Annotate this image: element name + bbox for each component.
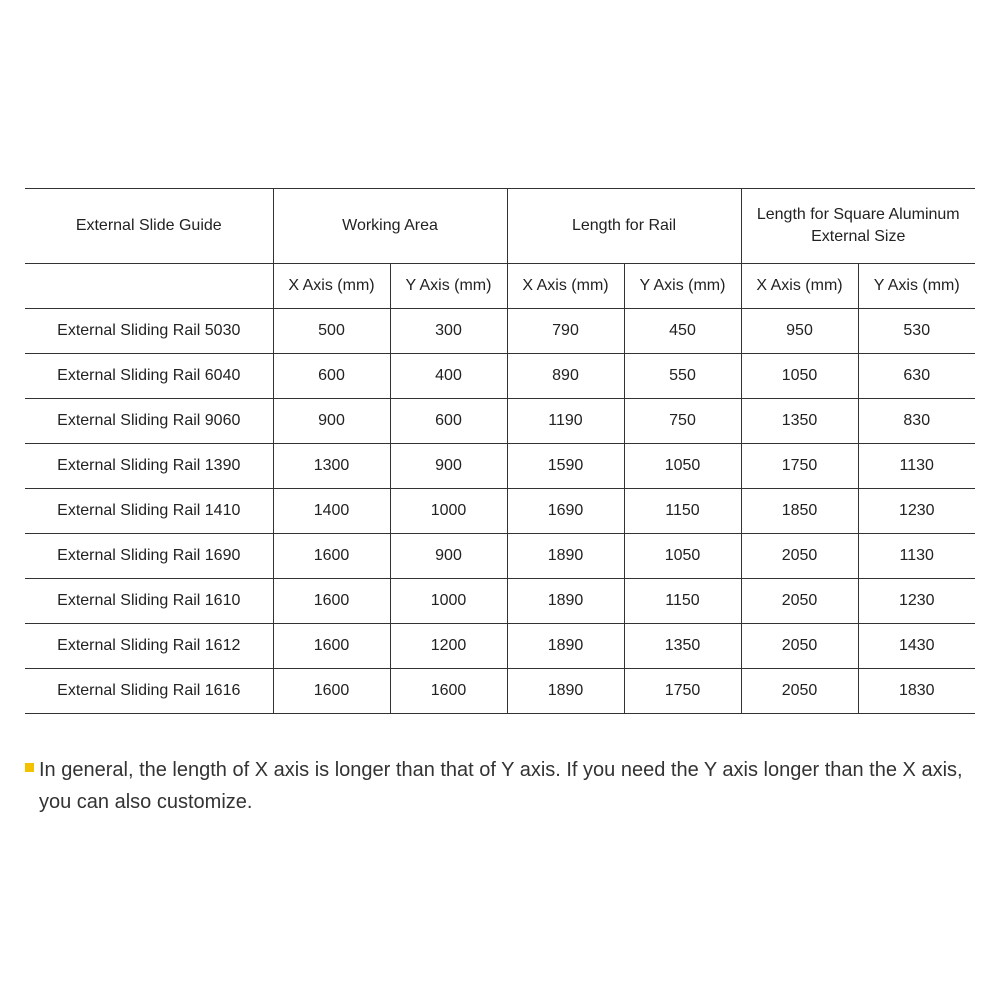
model-name-cell: External Sliding Rail 1610: [25, 579, 273, 624]
model-name-cell: External Sliding Rail 1410: [25, 489, 273, 534]
value-cell: 1000: [390, 579, 507, 624]
value-cell: 1000: [390, 489, 507, 534]
table-row: [25, 309, 975, 354]
value-cell: 1890: [507, 579, 624, 624]
value-cell: 900: [390, 534, 507, 579]
value-cell: 2050: [741, 534, 858, 579]
header-group-row: [25, 189, 975, 264]
table-row: [25, 579, 975, 624]
header-working-area: Working Area: [273, 189, 507, 264]
value-cell: 1350: [741, 399, 858, 444]
value-cell: 790: [507, 309, 624, 354]
value-cell: 1600: [273, 669, 390, 714]
spec-table: [25, 188, 975, 714]
value-cell: 1050: [624, 444, 741, 489]
value-cell: 1430: [858, 624, 975, 669]
model-name-cell: External Sliding Rail 1616: [25, 669, 273, 714]
value-cell: 2050: [741, 624, 858, 669]
table-row: [25, 444, 975, 489]
value-cell: 1600: [273, 624, 390, 669]
value-cell: 1750: [741, 444, 858, 489]
value-cell: 1690: [507, 489, 624, 534]
value-cell: 1600: [273, 534, 390, 579]
model-name-cell: External Sliding Rail 1690: [25, 534, 273, 579]
table-row: [25, 399, 975, 444]
value-cell: 750: [624, 399, 741, 444]
value-cell: 1150: [624, 579, 741, 624]
model-name-cell: External Sliding Rail 9060: [25, 399, 273, 444]
footnote: [25, 754, 975, 818]
value-cell: 1890: [507, 669, 624, 714]
header-sub-y: Y Axis (mm): [390, 264, 507, 309]
value-cell: 1890: [507, 534, 624, 579]
value-cell: 1190: [507, 399, 624, 444]
value-cell: 1230: [858, 579, 975, 624]
header-sub-x: X Axis (mm): [507, 264, 624, 309]
value-cell: 1400: [273, 489, 390, 534]
value-cell: 1130: [858, 534, 975, 579]
value-cell: 1300: [273, 444, 390, 489]
header-square-aluminum-size: Length for Square Aluminum External Size: [741, 189, 975, 264]
header-sub-x: X Axis (mm): [273, 264, 390, 309]
table-row: [25, 669, 975, 714]
value-cell: 1600: [273, 579, 390, 624]
footnote-text: In general, the length of X axis is longer than that of Y axis. If you need the Y axis longer than the X axis, you can also customize.: [39, 759, 963, 813]
value-cell: 530: [858, 309, 975, 354]
model-name-cell: External Sliding Rail 1390: [25, 444, 273, 489]
model-name-cell: External Sliding Rail 5030: [25, 309, 273, 354]
value-cell: 450: [624, 309, 741, 354]
value-cell: 890: [507, 354, 624, 399]
value-cell: 1230: [858, 489, 975, 534]
value-cell: 2050: [741, 669, 858, 714]
value-cell: 1150: [624, 489, 741, 534]
value-cell: 1200: [390, 624, 507, 669]
bullet-icon: [25, 763, 34, 772]
model-name-cell: External Sliding Rail 1612: [25, 624, 273, 669]
value-cell: 900: [390, 444, 507, 489]
value-cell: 400: [390, 354, 507, 399]
value-cell: 500: [273, 309, 390, 354]
value-cell: 900: [273, 399, 390, 444]
header-sub-y: Y Axis (mm): [858, 264, 975, 309]
value-cell: 1750: [624, 669, 741, 714]
header-sub-y: Y Axis (mm): [624, 264, 741, 309]
value-cell: 2050: [741, 579, 858, 624]
table-row: [25, 489, 975, 534]
value-cell: 1130: [858, 444, 975, 489]
value-cell: 550: [624, 354, 741, 399]
value-cell: 1590: [507, 444, 624, 489]
table-row: [25, 354, 975, 399]
value-cell: 1050: [624, 534, 741, 579]
value-cell: 830: [858, 399, 975, 444]
model-name-cell: External Sliding Rail 6040: [25, 354, 273, 399]
value-cell: 1600: [390, 669, 507, 714]
header-length-for-rail: Length for Rail: [507, 189, 741, 264]
value-cell: 1050: [741, 354, 858, 399]
value-cell: 1850: [741, 489, 858, 534]
value-cell: 600: [273, 354, 390, 399]
header-guide: External Slide Guide: [25, 189, 273, 264]
header-sub-x: X Axis (mm): [741, 264, 858, 309]
header-sub-empty: [25, 264, 273, 309]
header-sub-row: [25, 264, 975, 309]
table-row: [25, 624, 975, 669]
value-cell: 1350: [624, 624, 741, 669]
value-cell: 1830: [858, 669, 975, 714]
value-cell: 600: [390, 399, 507, 444]
table-row: [25, 534, 975, 579]
value-cell: 300: [390, 309, 507, 354]
value-cell: 1890: [507, 624, 624, 669]
value-cell: 630: [858, 354, 975, 399]
value-cell: 950: [741, 309, 858, 354]
